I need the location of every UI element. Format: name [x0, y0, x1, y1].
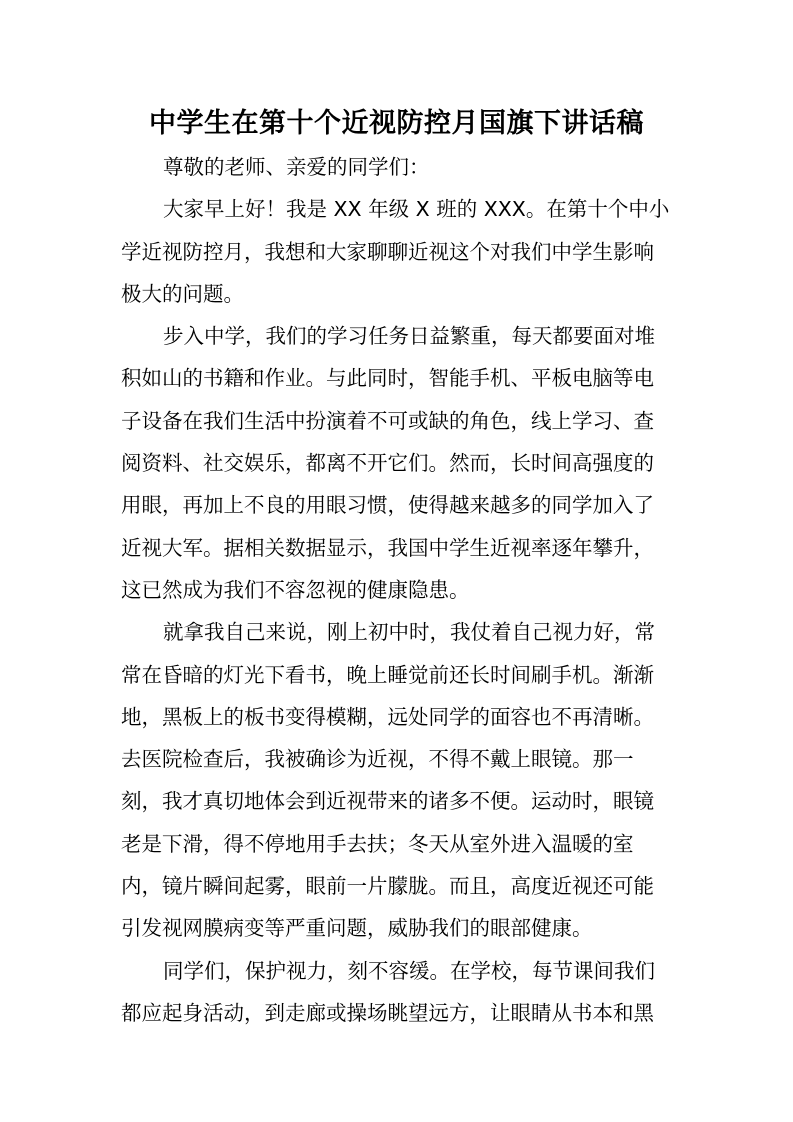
text-line: 老是下滑，得不停地用手去扶；冬天从室外进入温暖的室: [121, 831, 634, 856]
document-title: 中学生在第十个近视防控月国旗下讲话稿: [149, 108, 644, 139]
text-line: 近视大军。据相关数据显示，我国中学生近视率逐年攀升，: [121, 535, 654, 560]
text-line: 学近视防控月，我想和大家聊聊近视这个对我们中学生影响: [121, 239, 654, 264]
text-line: 大家早上好！我是 XX 年级 X 班的 XXX。在第十个中小: [163, 197, 670, 222]
text-line: 刻，我才真切地体会到近视带来的诸多不便。运动时，眼镜: [121, 789, 654, 814]
text-line: 引发视网膜病变等严重问题，威胁我们的眼部健康。: [121, 916, 593, 941]
text-line: 子设备在我们生活中扮演着不可或缺的角色，线上学习、查: [121, 408, 654, 433]
text-line: 地，黑板上的板书变得模糊，远处同学的面容也不再清晰。: [121, 704, 654, 729]
text-line: 极大的问题。: [121, 281, 244, 306]
text-line: 同学们，保护视力，刻不容缓。在学校，每节课间我们: [163, 958, 655, 983]
text-line: 阅资料、社交娱乐，都离不开它们。然而，长时间高强度的: [121, 451, 654, 476]
text-line: 积如山的书籍和作业。与此同时，智能手机、平板电脑等电: [121, 366, 654, 391]
text-line: 用眼，再加上不良的用眼习惯，使得越来越多的同学加入了: [121, 493, 654, 518]
text-line: 步入中学，我们的学习任务日益繁重，每天都要面对堆: [163, 324, 655, 349]
text-line: 尊敬的老师、亲爱的同学们：: [163, 155, 430, 179]
text-line: 这已然成为我们不容忽视的健康隐患。: [121, 577, 470, 602]
text-line: 内，镜片瞬间起雾，眼前一片朦胧。而且，高度近视还可能: [121, 874, 654, 899]
document-body: [121, 146, 669, 1034]
text-line: 就拿我自己来说，刚上初中时，我仗着自己视力好，常: [163, 620, 655, 645]
text-line: 去医院检查后，我被确诊为近视，不得不戴上眼镜。那一: [121, 747, 634, 772]
text-line: 都应起身活动，到走廊或操场眺望远方，让眼睛从书本和黑: [121, 1000, 654, 1025]
text-line: 常在昏暗的灯光下看书，晚上睡觉前还长时间刷手机。渐渐: [121, 662, 654, 687]
